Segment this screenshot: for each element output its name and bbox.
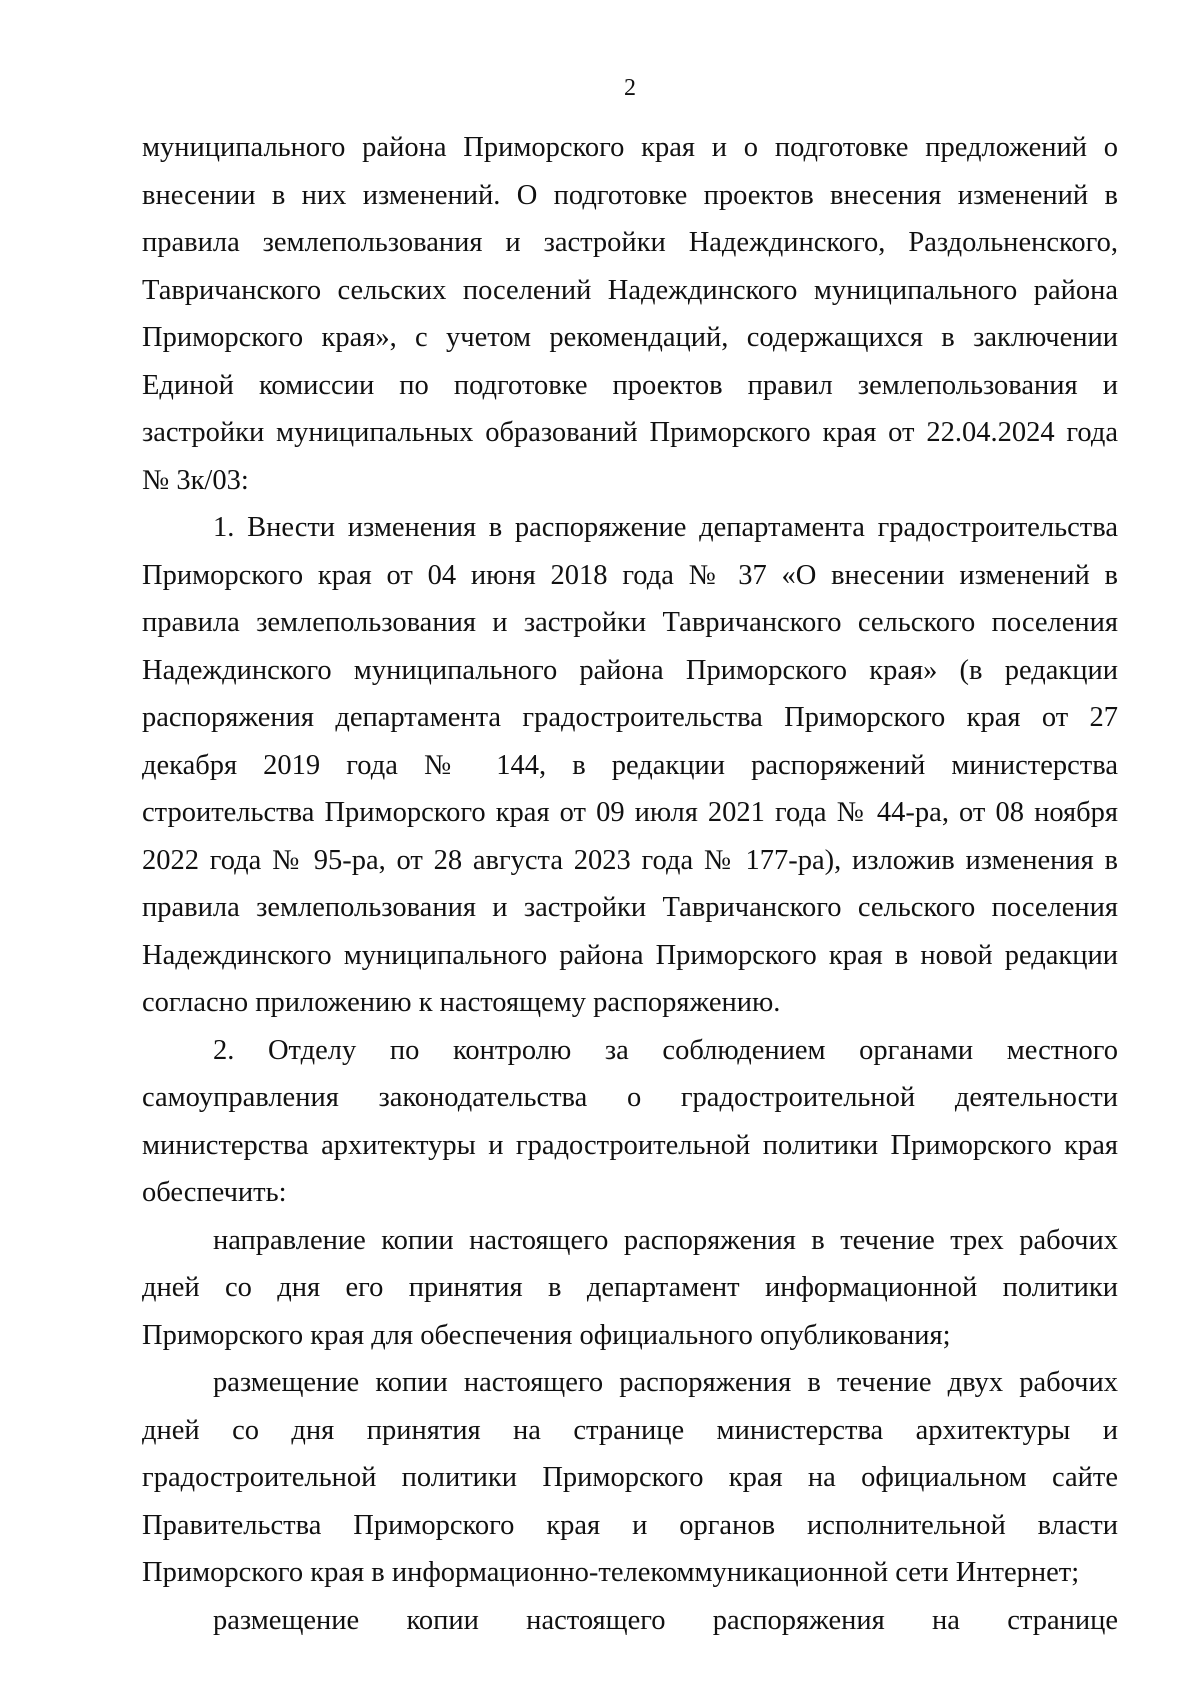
paragraph-item-2-website: размещение копии настоящего распоряжения в течение двух рабочих дней со дня принятия на странице министерства архитектуры и градостроительной политики Приморского края на официальном сайте Правительства Приморского края и органов исполнительной власти Приморского края в информационно-телекоммуникационной сети Интернет; bbox=[142, 1367, 1118, 1588]
paragraph-item-2-page-placement: размещение копии настоящего распоряжения на странице bbox=[213, 1604, 1118, 1636]
paragraph-item-2: 2. Отделу по контролю за соблюдением органами местного самоуправления законодательства о градостроительной деятельности министерства архитектуры и градостроительной политики Приморского края обеспечить: bbox=[142, 1034, 1118, 1208]
document-body bbox=[142, 124, 1118, 1644]
page-number: 2 bbox=[624, 75, 636, 101]
paragraph-preamble-continuation: муниципального района Приморского края и о подготовке предложений о внесении в них изменений. О подготовке проектов внесения изменений в правила землепользования и застройки Надеждинского, Раздольненского, Тавричанского сельских поселений Надеждинского муниципального района Приморского края», с учетом рекомендаций, содержащихся в заключении Единой комиссии по подготовке проектов правил землепользования и застройки муниципальных образований Приморского края от 22.04.2024 года № 3к/03: bbox=[142, 132, 1118, 496]
paragraph-item-2-publication: направление копии настоящего распоряжения в течение трех рабочих дней со дня его принятия в департамент информационной политики Приморского края для обеспечения официального опубликования; bbox=[142, 1224, 1118, 1351]
paragraph-item-1: 1. Внести изменения в распоряжение департамента градостроительства Приморского края от 04 июня 2018 года № 37 «О внесении изменений в правила землепользования и застройки Тавричанского сельского поселения Надеждинского муниципального района Приморского края» (в редакции распоряжения департамента градостроительства Приморского края от 27 декабря 2019 года № 144, в редакции распоряжений министерства строительства Приморского края от 09 июля 2021 года № 44-ра, от 08 ноября 2022 года № 95-ра, от 28 августа 2023 года № 177-ра), изложив изменения в правила землепользования и застройки Тавричанского сельского поселения Надеждинского муниципального района Приморского края в новой редакции согласно приложению к настоящему распоряжению. bbox=[142, 512, 1118, 1018]
